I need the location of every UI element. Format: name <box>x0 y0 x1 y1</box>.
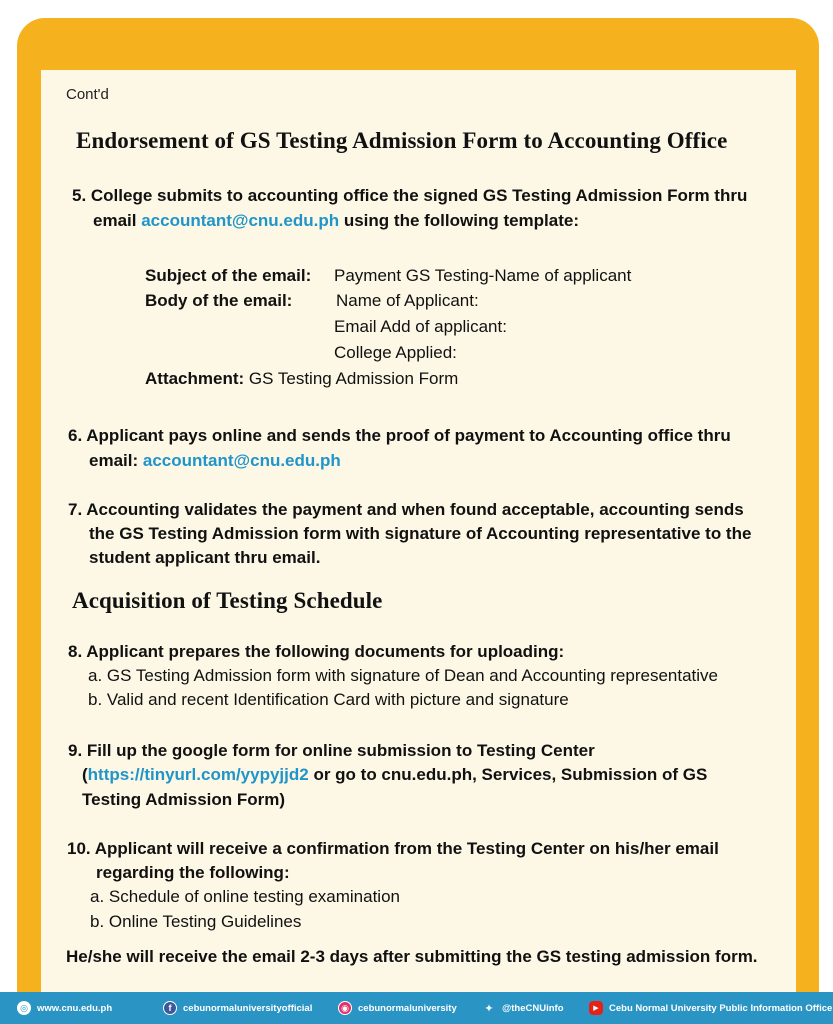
step8-item-b: b. Valid and recent Identification Card with picture and signature <box>88 690 569 709</box>
instagram-icon: ◉ <box>338 1001 352 1015</box>
step7-line2: the GS Testing Admission form with signature of Accounting representative to the <box>89 524 752 543</box>
body-value-college: College Applied: <box>334 343 457 362</box>
body-label: Body of the email: <box>145 291 293 310</box>
contd-label: Cont'd <box>66 86 109 103</box>
step5-email-link[interactable]: accountant@cnu.edu.ph <box>141 211 340 230</box>
subject-value: Payment GS Testing-Name of applicant <box>334 266 632 285</box>
footer-youtube[interactable]: ▶ Cebu Normal University Public Information Office <box>589 1000 832 1016</box>
step8-line1: 8. Applicant prepares the following documents for uploading: <box>68 642 565 661</box>
footer-facebook[interactable]: f cebunormaluniversityofficial <box>163 1000 312 1016</box>
body-value-name: Name of Applicant: <box>336 291 479 310</box>
step9-line1: 9. Fill up the google form for online submission to Testing Center <box>68 741 595 760</box>
closing-note: He/she will receive the email 2-3 days after submitting the GS testing admission form. <box>66 947 758 966</box>
step6-email-link[interactable]: accountant@cnu.edu.ph <box>142 451 341 470</box>
footer-instagram[interactable]: ◉ cebunormaluniversity <box>338 1000 457 1016</box>
footer-website[interactable]: ◎ www.cnu.edu.ph <box>17 1000 112 1016</box>
step10-line2: regarding the following: <box>96 863 290 882</box>
footer-twitter[interactable]: ✦ @theCNUinfo <box>482 1000 564 1016</box>
youtube-icon: ▶ <box>589 1001 603 1015</box>
step10-item-b: b. Online Testing Guidelines <box>90 912 302 931</box>
step6-line1: 6. Applicant pays online and sends the proof of payment to Accounting office thru <box>68 426 731 445</box>
facebook-icon: f <box>163 1001 177 1015</box>
subject-label: Subject of the email: <box>145 266 312 285</box>
globe-icon: ◎ <box>17 1001 31 1015</box>
step8-item-a: a. GS Testing Admission form with signature of Dean and Accounting representative <box>88 666 718 685</box>
body-value-email: Email Add of applicant: <box>334 317 507 336</box>
step9-url-link[interactable]: https://tinyurl.com/yypyjjd2 <box>87 765 309 784</box>
attachment-line: Attachment: GS Testing Admission Form <box>145 369 459 388</box>
step5-line1: 5. College submits to accounting office the signed GS Testing Admission Form thru <box>72 186 748 205</box>
heading-endorsement: Endorsement of GS Testing Admission Form to Accounting Office <box>76 128 728 153</box>
step7-line3: student applicant thru email. <box>89 548 321 567</box>
step10-item-a: a. Schedule of online testing examination <box>90 887 400 906</box>
step9-line3: Testing Admission Form) <box>82 790 286 809</box>
footer-bar <box>0 992 833 1024</box>
step9-line2: (https://tinyurl.com/yypyjjd2 or go to cnu.edu.ph, Services, Submission of GS <box>82 765 708 784</box>
step5-line2: email accountant@cnu.edu.ph using the following template: <box>93 211 580 230</box>
step10-line1: 10. Applicant will receive a confirmation from the Testing Center on his/her email <box>67 839 719 858</box>
step7-line1: 7. Accounting validates the payment and when found acceptable, accounting sends <box>68 500 744 519</box>
twitter-bird-icon: ✦ <box>484 1002 494 1015</box>
heading-acquisition: Acquisition of Testing Schedule <box>72 588 383 613</box>
step6-line2: email: accountant@cnu.edu.ph <box>89 451 341 470</box>
